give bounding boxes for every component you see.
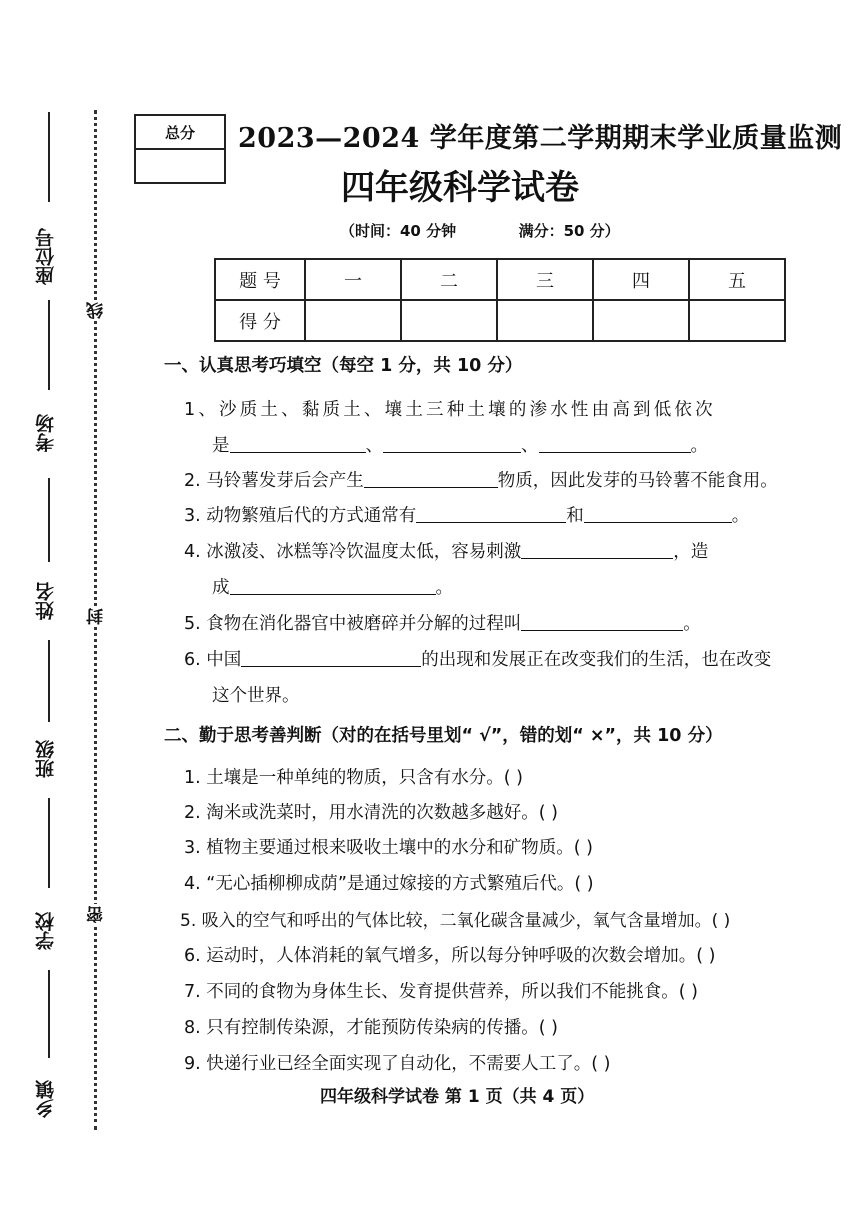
seal-word-seal: 封	[84, 606, 109, 627]
question-4-line1: 4. 冰激凌、冰糕等冷饮温度太低，容易刺激 ，造	[184, 542, 709, 562]
answer-blank[interactable]	[230, 434, 366, 453]
column-1: 一	[305, 259, 401, 300]
seal-word-line: 线	[84, 300, 109, 321]
answer-blank[interactable]	[584, 504, 732, 523]
question-6-line1: 6. 中国 的出现和发展正在改变我们的生活，也在改变	[184, 650, 772, 670]
exam-room-label: 考场	[35, 414, 57, 452]
page-footer: 四年级科学试卷 第 1 页（共 4 页）	[320, 1087, 595, 1107]
judgment-item: 3. 植物主要通过根来吸收土壤中的水分和矿物质。( )	[184, 838, 593, 858]
answer-blank[interactable]	[539, 434, 691, 453]
side-line	[48, 798, 50, 888]
judgment-item: 5. 吸入的空气和呼出的气体比较，二氧化碳含量减少，氧气含量增加。( )	[180, 911, 731, 931]
answer-blank[interactable]	[383, 434, 521, 453]
exam-info	[340, 220, 620, 241]
seal-word-secret: 密	[84, 904, 109, 925]
table-row	[215, 300, 785, 341]
question-number-header: 题 号	[215, 259, 305, 300]
side-line	[48, 300, 50, 390]
full-score: 满分：50 分）	[518, 222, 620, 240]
total-score-label: 总分	[136, 116, 224, 150]
class-label: 班级	[35, 740, 57, 778]
question-2: 2. 马铃薯发芽后会产生 物质，因此发芽的马铃薯不能食用。	[184, 471, 778, 491]
question-3: 3. 动物繁殖后代的方式通常有 和 。	[184, 506, 750, 526]
side-line	[48, 478, 50, 562]
answer-blank[interactable]	[521, 612, 683, 631]
answer-blank[interactable]	[364, 469, 498, 488]
answer-blank[interactable]	[230, 576, 436, 595]
answer-blank[interactable]	[416, 504, 566, 523]
question-1-line1: 1、沙质土、黏质土、壤土三种土壤的渗水性由高到低依次	[184, 400, 716, 420]
section2-title: 二、勤于思考善判断（对的在括号里划“ √”，错的划“ ×”，共 10 分）	[164, 726, 723, 746]
judgment-item: 4. “无心插柳柳成荫”是通过嫁接的方式繁殖后代。( )	[184, 874, 594, 894]
score-cell[interactable]	[401, 300, 497, 341]
score-cell[interactable]	[593, 300, 689, 341]
question-5: 5. 食物在消化器官中被磨碎并分解的过程叫 。	[184, 614, 701, 634]
side-line	[48, 970, 50, 1058]
column-5: 五	[689, 259, 785, 300]
column-4: 四	[593, 259, 689, 300]
judgment-item: 8. 只有控制传染源，才能预防传染病的传播。( )	[184, 1018, 558, 1038]
exam-subtitle: 四年级科学试卷	[341, 168, 579, 208]
score-cell[interactable]	[689, 300, 785, 341]
school-label: 学校	[35, 912, 57, 950]
score-cell[interactable]	[497, 300, 593, 341]
score-row-label: 得 分	[215, 300, 305, 341]
judgment-item: 1. 土壤是一种单纯的物质，只含有水分。( )	[184, 768, 523, 788]
column-3: 三	[497, 259, 593, 300]
judgment-item: 7. 不同的食物为身体生长、发育提供营养，所以我们不能挑食。( )	[184, 982, 698, 1002]
name-label: 姓名	[35, 582, 57, 620]
column-2: 二	[401, 259, 497, 300]
seat-number-label: 座位号	[35, 228, 57, 285]
answer-blank[interactable]	[521, 540, 673, 559]
table-row	[215, 259, 785, 300]
time-limit: （时间：40 分钟	[340, 222, 457, 240]
section1-title: 一、认真思考巧填空（每空 1 分，共 10 分）	[164, 356, 523, 376]
township-label: 乡镇	[35, 1080, 57, 1118]
score-cell[interactable]	[305, 300, 401, 341]
question-6-line2: 这个世界。	[212, 686, 300, 706]
question-1-line2: 是 、 、 。	[212, 436, 708, 456]
score-table	[214, 258, 786, 342]
exam-title: 2023—2024 学年度第二学期期末学业质量监测	[238, 123, 843, 154]
judgment-item: 2. 淘米或洗菜时，用水清洗的次数越多越好。( )	[184, 803, 558, 823]
question-4-line2: 成 。	[212, 578, 453, 598]
answer-blank[interactable]	[241, 648, 421, 667]
judgment-item: 9. 快递行业已经全面实现了自动化，不需要人工了。( )	[184, 1054, 611, 1074]
judgment-item: 6. 运动时，人体消耗的氧气增多，所以每分钟呼吸的次数会增加。( )	[184, 946, 716, 966]
side-line	[48, 640, 50, 722]
